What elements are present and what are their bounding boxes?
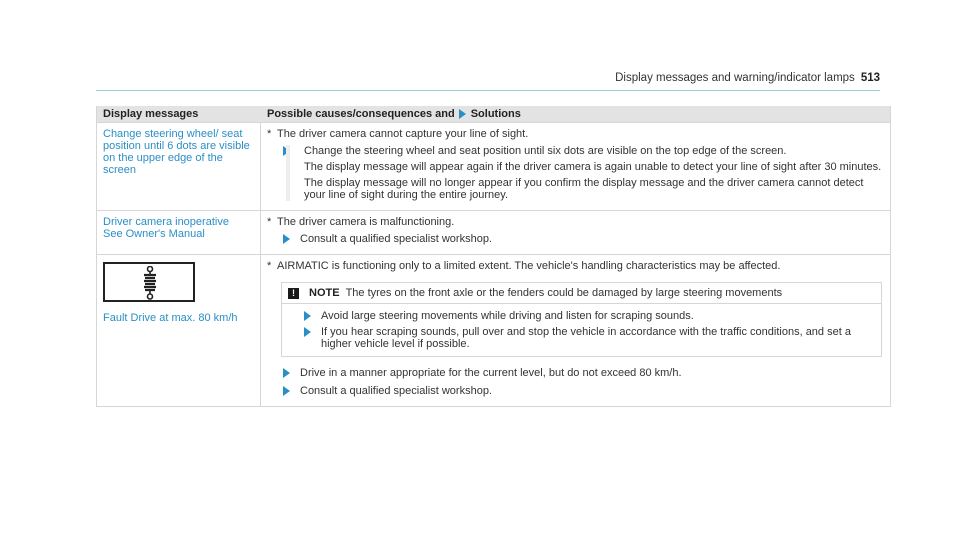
solution-text: Consult a qualified specialist workshop. [300,233,492,245]
table-row [97,122,890,210]
page-header [0,0,960,101]
arrow-right-icon [304,311,311,321]
display-message [97,211,261,254]
cause [267,216,884,228]
message-text: Fault Drive at max. 80 km/h [103,312,238,324]
col-header-causes-label: Possible causes/consequences and [267,108,455,120]
display-messages-table [96,106,891,407]
solution-text: The display message will no longer appear if you confirm the display message and the driver camera cannot detect your line of sight during the entire journey. [304,177,864,201]
causes-solutions [261,123,890,210]
solution-step [281,367,884,379]
solution-text-block [286,145,884,201]
bullet-star: * [267,128,272,140]
message-text: See Owner's Manual [103,228,205,240]
header-divider [96,90,880,91]
bullet-star: * [267,260,272,272]
col-header-causes [261,108,890,120]
solution-step [281,385,884,397]
arrow-right-icon [283,386,290,396]
table-row [97,254,890,406]
warning-icon: ! [288,288,299,299]
running-header [615,72,880,84]
col-header-solutions-label: Solutions [470,108,521,120]
cause-text: The driver camera is malfunctioning. [277,216,455,228]
note-label: NOTE [309,287,340,299]
solution-step [302,310,875,322]
col-header-display-messages: Display messages [103,108,199,120]
cause-text: AIRMATIC is functioning only to a limited extent. The vehicle's handling characteristics may be affected. [277,260,781,272]
arrow-right-icon [283,234,290,244]
solution-text: The display message will appear again if the driver camera is again unable to detect your line of sight after 30 minutes. [304,161,882,173]
solution-step [281,145,884,201]
causes-solutions [261,255,890,406]
bullet-star: * [267,216,272,228]
solution-text: Drive in a manner appropriate for the current level, but do not exceed 80 km/h. [300,367,682,379]
solution-text: Consult a qualified specialist workshop. [300,385,492,397]
message-text: Change steering wheel/ seat position until 6 dots are visible on the upper edge of the screen [103,128,250,176]
display-message [97,255,261,406]
cause [267,260,884,272]
causes-solutions [261,211,890,254]
solution-text: Change the steering wheel and seat position until six dots are visible on the top edge of the screen. [304,145,787,157]
note-box [281,282,882,357]
section-title: Display messages and warning/indicator lamps [615,72,855,84]
spring-icon [141,266,159,300]
note-body [282,304,881,356]
airmatic-suspension-icon [103,262,195,302]
message-text: Driver camera inoperative [103,216,229,228]
table-row [97,210,890,254]
solution-step [281,233,884,245]
note-header [282,283,881,304]
cause-text: The driver camera cannot capture your line of sight. [277,128,529,140]
arrow-right-icon [304,327,311,337]
page-number: 513 [860,72,880,84]
solution-step [302,326,875,350]
solution-text: If you hear scraping sounds, pull over and stop the vehicle in accordance with the traffic conditions, and set a higher vehicle level if possible. [321,326,851,350]
cause [267,128,884,140]
arrow-right-icon [283,368,290,378]
table-header [97,106,890,122]
note-text: The tyres on the front axle or the fenders could be damaged by large steering movements [345,287,783,299]
solution-text: Avoid large steering movements while driving and listen for scraping sounds. [321,310,694,322]
display-message [97,123,261,210]
arrow-right-icon [459,109,466,119]
